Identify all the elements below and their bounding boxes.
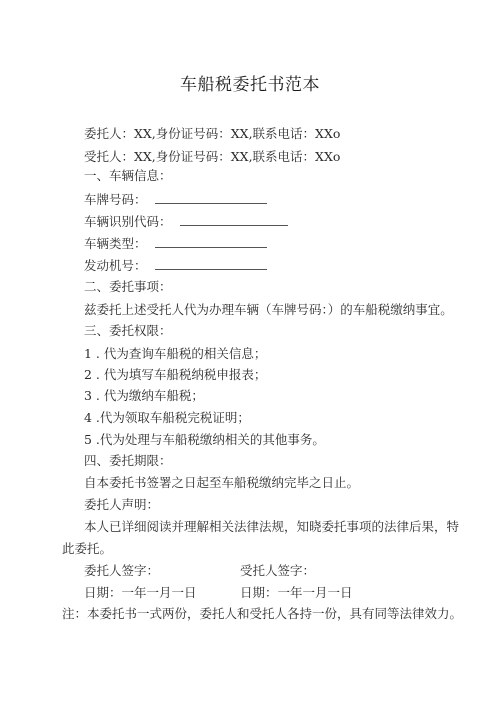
permission-item: 2 . 代为填写车船税纳税申报表；	[84, 367, 267, 382]
field-vehicle-type	[84, 236, 267, 252]
declaration-text-line2: 此委托。	[62, 541, 113, 556]
field-plate-number	[84, 192, 267, 208]
field-label: 车辆识别代码：	[84, 214, 172, 229]
blank-line	[155, 192, 267, 204]
blank-line	[155, 236, 267, 248]
section-permissions-heading: 三、委托权限：	[84, 323, 172, 338]
principal-info: 委托人：XX,身份证号码：XX,联系电话：XXo	[84, 126, 341, 141]
section-vehicle-heading: 一、车辆信息：	[84, 168, 172, 183]
permission-item: 1 . 代为查询车船税的相关信息；	[84, 346, 267, 361]
section-period-heading: 四、委托期限：	[84, 453, 172, 468]
document-title: 车船税委托书范本	[180, 75, 320, 95]
principal-signature: 委托人签字：	[84, 563, 160, 578]
permission-item: 3 . 代为缴纳车船税；	[84, 388, 204, 403]
field-label: 车辆类型：	[84, 236, 147, 251]
field-label: 车牌号码：	[84, 192, 147, 207]
principal-date: 日期：一年一月一日	[84, 585, 197, 600]
section-matters-heading: 二、委托事项：	[84, 279, 172, 294]
section-period-text: 自本委托书签署之日起至车船税缴纳完毕之日止。	[84, 475, 360, 490]
agent-signature: 受托人签字：	[240, 563, 316, 578]
agent-date: 日期：一年一月一日	[240, 585, 353, 600]
declaration-heading: 委托人声明：	[84, 497, 160, 512]
agent-info: 受托人：XX,身份证号码：XX,联系电话：XXo	[84, 149, 341, 164]
document-note: 注：本委托书一式两份，委托人和受托人各持一份，具有同等法律效力。	[62, 606, 463, 621]
declaration-text-line1: 本人已详细阅读并理解相关法律法规，知晓委托事项的法律后果，特	[84, 519, 460, 534]
field-vin	[84, 214, 288, 230]
permission-item: 4 .代为领取车船税完税证明；	[84, 410, 250, 425]
blank-line	[155, 258, 267, 270]
section-matters-text: 兹委托上述受托人代为办理车辆（车牌号码：）的车船税缴纳事宜。	[84, 302, 453, 317]
field-label: 发动机号：	[84, 258, 147, 273]
field-engine-number	[84, 258, 267, 274]
blank-line	[180, 214, 288, 226]
permission-item: 5 .代为处理与车船税缴纳相关的其他事务。	[84, 432, 325, 447]
